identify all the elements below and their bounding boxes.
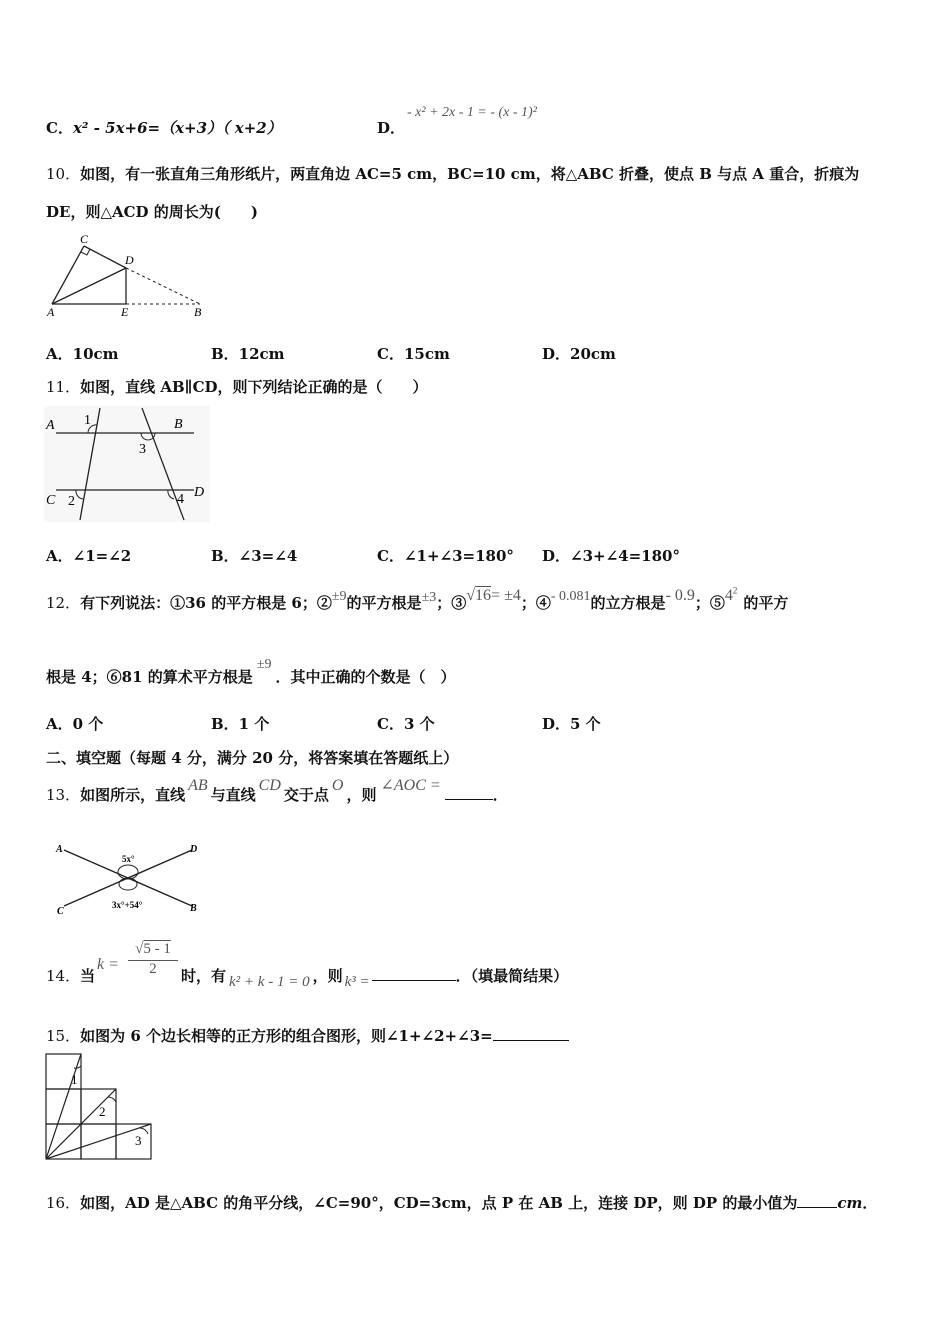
q10-label-b: B bbox=[194, 305, 202, 319]
q12-text-8: 根是 4；⑥81 的算术平方根是 bbox=[46, 668, 253, 686]
q13-label-c: C bbox=[57, 906, 64, 917]
q10-seg-ad bbox=[52, 268, 126, 304]
q15-number: 15． bbox=[46, 1027, 81, 1045]
q10-line1 bbox=[46, 163, 859, 184]
q13-label-bottom-angle: 3x°+54° bbox=[112, 900, 143, 910]
q10-option-c[interactable]: C．15cm bbox=[377, 345, 450, 363]
q12-option-c[interactable]: C．3 个 bbox=[377, 715, 435, 733]
q11-option-b[interactable]: B．∠3=∠4 bbox=[211, 547, 298, 565]
q16-number: 16． bbox=[46, 1194, 81, 1212]
q12-math-4: - 0.081 bbox=[550, 589, 591, 604]
q15-diagonal-1 bbox=[46, 1054, 81, 1159]
q11-line bbox=[46, 376, 428, 397]
q11-option-c[interactable]: C．∠1+∠3=180° bbox=[377, 547, 514, 565]
q11-label-b: B bbox=[174, 417, 183, 432]
q14-text-3: ，则 bbox=[312, 967, 343, 985]
q12-text-7: 的平方 bbox=[743, 594, 789, 612]
q15-line bbox=[46, 1025, 569, 1046]
q14-text-4: ．（填最简结果） bbox=[455, 967, 569, 985]
q13-label-d: D bbox=[190, 844, 198, 855]
q12-line2 bbox=[46, 657, 456, 687]
q12-text-1: 有下列说法：①36 的平方根是 6；② bbox=[80, 594, 332, 612]
q12-math-7: ±9 bbox=[256, 657, 272, 672]
q12-math-6 bbox=[725, 587, 738, 604]
q13-label-a: A bbox=[56, 844, 63, 855]
q15-text: 如图为 6 个边长相等的正方形的组合图形，则∠1+∠2+∠3= bbox=[80, 1027, 493, 1045]
q14-fraction-denominator: 2 bbox=[149, 961, 157, 977]
q12-text-6: ；⑤ bbox=[694, 594, 725, 612]
q12-text-2: 的平方根是 bbox=[346, 594, 422, 612]
q10-label-a: A bbox=[47, 305, 55, 319]
q13-text-5: ． bbox=[492, 786, 508, 804]
q11-option-a[interactable]: A．∠1=∠2 bbox=[46, 547, 132, 565]
q14-fraction-numerator-text: 5 - 1 bbox=[143, 941, 171, 957]
q14-math-eq2: k² + k - 1 = 0 bbox=[229, 974, 310, 990]
q14-rest bbox=[181, 965, 569, 990]
q10-seg-db bbox=[126, 268, 200, 304]
q10-label-c: C bbox=[80, 232, 89, 246]
q15-arc-2 bbox=[108, 1097, 116, 1102]
q9-option-c-label: C． bbox=[46, 119, 73, 137]
q13-text-4: ，则 bbox=[346, 786, 377, 804]
q9-option-d-math: - x² + 2x - 1 = - (x - 1)² bbox=[407, 105, 537, 120]
q10-text-line2: DE，则△ACD 的周长为( ) bbox=[46, 203, 258, 221]
q10-number: 10． bbox=[46, 165, 81, 183]
q12-text-3: ；③ bbox=[436, 594, 467, 612]
q15-figure bbox=[44, 1052, 154, 1164]
q10-option-b[interactable]: B．12cm bbox=[211, 345, 285, 363]
q13-answer-blank[interactable] bbox=[445, 785, 493, 800]
q9-option-d-expr bbox=[407, 104, 537, 121]
q11-text: 如图，直线 AB∥CD，则下列结论正确的是（ ） bbox=[80, 378, 428, 396]
q11-label-angle-1: 1 bbox=[84, 413, 91, 428]
q13-text-3: 交于点 bbox=[283, 786, 329, 804]
q16-answer-blank[interactable] bbox=[797, 1193, 837, 1208]
q12-option-b[interactable]: B．1 个 bbox=[211, 715, 270, 733]
section2-title: 二、填空题（每题 4 分，满分 20 分，将答案填在答题纸上） bbox=[46, 749, 459, 767]
q11-label-angle-4: 4 bbox=[177, 492, 184, 507]
q12-line1 bbox=[46, 585, 789, 613]
q11-label-d: D bbox=[194, 485, 205, 500]
q9-option-d[interactable] bbox=[377, 117, 405, 138]
q14-k-equals bbox=[97, 955, 119, 974]
q10-text-line1: 如图，有一张直角三角形纸片，两直角边 AC=5 cm，BC=10 cm，将△ABC 折叠，使点 B 与点 A 重合，折痕为 bbox=[80, 165, 860, 183]
q13-math-4: ∠AOC = bbox=[380, 777, 441, 794]
q16-end: ． bbox=[862, 1194, 878, 1212]
q11-label-angle-3: 3 bbox=[139, 442, 146, 457]
q12-math-6-exp: 2 bbox=[732, 585, 738, 596]
q9-option-c-expr: x² - 5x+6=（x+3）（ x+2） bbox=[72, 119, 282, 137]
q10-label-e: E bbox=[121, 305, 129, 319]
q15-label-angle-1: 1 bbox=[71, 1072, 78, 1087]
q13-text-1: 如图所示，直线 bbox=[80, 786, 186, 804]
q11-label-angle-2: 2 bbox=[68, 494, 75, 509]
q12-text-4: ；④ bbox=[520, 594, 551, 612]
q12-math-3: √16= ±4 bbox=[466, 587, 521, 604]
q14-answer-blank[interactable] bbox=[372, 966, 456, 981]
q14-number: 14． bbox=[46, 967, 81, 985]
q14-text-2: 时，有 bbox=[181, 967, 227, 985]
q13-number: 13． bbox=[46, 786, 81, 804]
q13-math-1: AB bbox=[188, 777, 208, 794]
q13-figure bbox=[52, 838, 208, 918]
q11-option-d[interactable]: D．∠3+∠4=180° bbox=[542, 547, 680, 565]
q16-line bbox=[46, 1192, 877, 1213]
q15-label-angle-3: 3 bbox=[135, 1133, 142, 1148]
q11-number: 11． bbox=[46, 378, 81, 396]
q14-fraction-numerator: √5 - 1 bbox=[128, 941, 178, 961]
q14-line bbox=[46, 965, 95, 986]
q12-math-2: ±3 bbox=[421, 590, 437, 605]
q11-label-c: C bbox=[46, 493, 56, 508]
q15-label-angle-2: 2 bbox=[99, 1104, 106, 1119]
q13-math-2: CD bbox=[258, 777, 281, 794]
q12-math-3-tail: = ±4 bbox=[491, 587, 521, 604]
q9-option-d-label: D． bbox=[377, 119, 406, 137]
q13-text-2: 与直线 bbox=[210, 786, 256, 804]
q14-math-eq3: k³ = bbox=[344, 974, 370, 990]
q9-option-c[interactable] bbox=[46, 117, 282, 138]
q12-option-d[interactable]: D．5 个 bbox=[542, 715, 601, 733]
q10-figure bbox=[44, 232, 214, 320]
q10-option-d[interactable]: D．20cm bbox=[542, 345, 616, 363]
q12-math-5: - 0.9 bbox=[665, 587, 695, 604]
q13-line bbox=[46, 777, 508, 805]
q14-text-1: 当 bbox=[80, 967, 96, 985]
q13-label-top-angle: 5x° bbox=[122, 854, 135, 864]
q12-math-6-base: 4 bbox=[724, 587, 733, 604]
q13-angle-arc-bottom bbox=[119, 878, 137, 890]
q10-seg-ca bbox=[52, 246, 84, 304]
q14-math-k-eq: k = bbox=[97, 956, 119, 973]
q12-option-a[interactable]: A．0 个 bbox=[46, 715, 104, 733]
q16-unit: cm bbox=[837, 1194, 863, 1212]
q12-math-3-radicand: 16 bbox=[475, 587, 492, 604]
q12-text-9: ．其中正确的个数是（ ） bbox=[275, 668, 456, 686]
q10-line2 bbox=[46, 201, 258, 222]
q10-label-d: D bbox=[125, 253, 134, 267]
q12-math-1: ±9 bbox=[331, 589, 347, 604]
q12-text-5: 的立方根是 bbox=[590, 594, 666, 612]
q14-fraction bbox=[128, 941, 178, 978]
q11-figure bbox=[44, 406, 210, 522]
q15-answer-blank[interactable] bbox=[493, 1026, 569, 1041]
q11-label-a: A bbox=[46, 418, 55, 433]
q13-label-b: B bbox=[190, 903, 197, 914]
q16-text: 如图，AD 是△ABC 的角平分线，∠C=90°，CD=3cm，点 P 在 AB 上，连接 DP，则 DP 的最小值为 bbox=[80, 1194, 798, 1212]
q13-math-3: O bbox=[331, 777, 344, 794]
q13-angle-arc-top bbox=[118, 865, 138, 879]
q10-option-a[interactable]: A．10cm bbox=[46, 345, 119, 363]
q12-number: 12． bbox=[46, 594, 81, 612]
